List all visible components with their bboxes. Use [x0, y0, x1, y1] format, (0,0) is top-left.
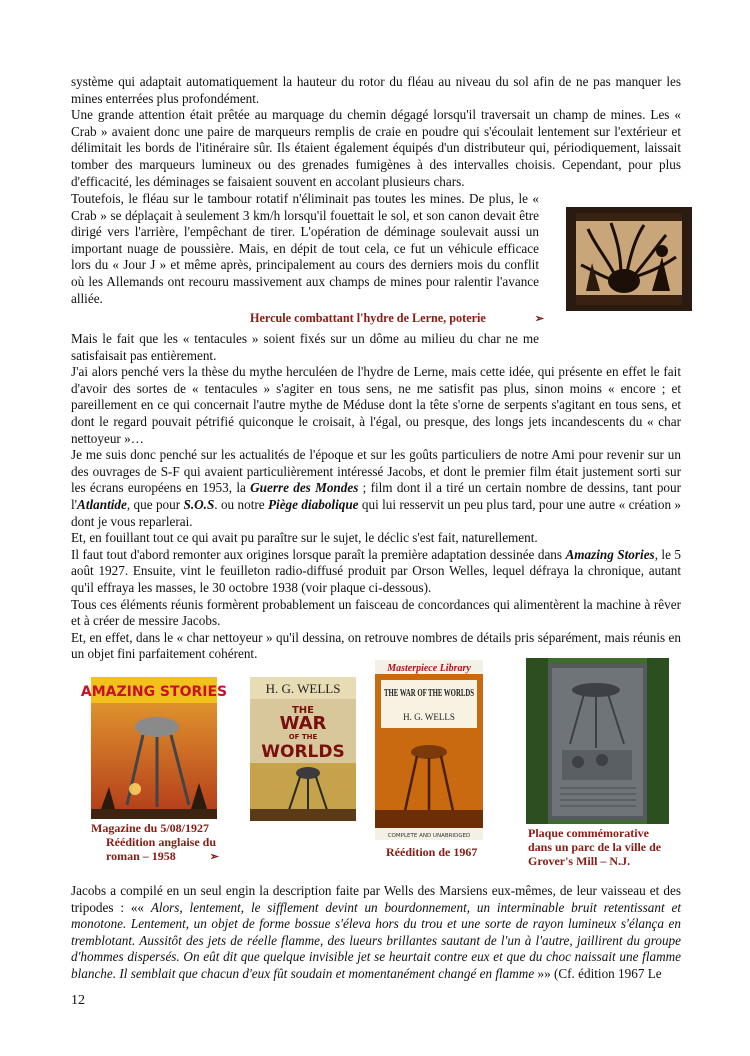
caption-amazing-line2: Réédition anglaise du	[106, 835, 217, 849]
wells-title-1: THE	[291, 705, 315, 716]
caption-plaque-line1: Plaque commémorative	[528, 826, 649, 840]
main-body	[71, 331, 681, 663]
title-sos: S.O.S	[183, 496, 215, 512]
caption-plaque	[528, 826, 661, 868]
masterpiece-foot: COMPLETE AND UNABRIDGED	[387, 833, 471, 839]
amazing-stories-cover-image	[80, 677, 228, 819]
paragraph-marquage: Une grande attention était prêtée au marquage du chemin dégagé lorsqu'il traversait un champ de mines. Les « Crab » avaient donc une paire de marqueurs remplis de craie en poudre qui s'écoulait lentement sur l'extérieur et délimitait les bords de l'itinéraire sûr. Ils étaient également équipés d'un distributeur qui, périodiquement, laissait tomber des marqueurs lumineux ou des grenades fumigènes à des intervalles choisis. Cependant, pour plus d'efficacité, les déminages se faisaient souvent en accolant plusieurs chars.	[71, 107, 681, 189]
paragraph-tentacles: Mais le fait que les « tentacules » soient fixés sur un dôme au milieu du char ne me satisfaisait pas entièrement.	[71, 331, 539, 363]
paragraph-thesee: J'ai alors penché vers la thèse du mythe herculéen de l'hydre de Lerne, mais cette idée, qui présente en effet le fait d'avoir des sortes de « tentacules » s'agiter en tous sens, ne me satisfit pas plus, sinon moins « encore ; et pareillement en ce qui concernait l'autre mythe de Méduse dont la tête s'orne de serpents s'agitant en tous sens, et dont le regard pouvait pétrifié quiconque le croisait, à l'égal, ou presque, des longs jets incandescents du « char nettoyeur »…	[71, 364, 681, 446]
sf-text-e: qui lui resservit un peu plus tard, pour une autre « création » dont je vous reparlerai.	[71, 496, 681, 529]
arrow-icon: ➢	[534, 313, 545, 325]
sf-text-d: . ou notre	[214, 496, 268, 512]
wells-quote: Alors, lentement, le sifflement devint un bourdonnement, un interminable bruit retentissant et monotone. Lentement, un objet de forme bossue s'éleva hors du trou et une sorte de rayon lumineux s'élança en tremblotant. Aussitôt des jets de réelle flamme, des lueurs brillantes sautant de l'un à l'autre, jaillirent du groupe d'hommes dispersés. On eût dit que quelque invisible jet se heurtait contre eux et que du choc naissait une flamme blanche. Il semblait que chacun d'eux fût soudain et momentanément changé en flamme	[71, 899, 682, 981]
caption-amazing-line1: Magazine du 5/08/1927	[91, 821, 210, 835]
wells-title-4: WORLDS	[261, 742, 345, 762]
masterpiece-title: THE WAR OF THE WORLDS	[384, 688, 475, 699]
wells-title-2: WAR	[279, 713, 327, 734]
wells-description-text	[71, 883, 681, 983]
sf-text-b: ; film dont il a tiré un certain nombre de dessins, tant pour l'	[71, 480, 682, 512]
sf-text-c: , que pour	[126, 496, 184, 512]
paragraph-crab-limits	[71, 191, 539, 307]
caption-hydra-text: Hercule combattant l'hydre de Lerne, poterie	[250, 311, 486, 325]
amazing-cover-title: AMAZING STORIES	[80, 684, 228, 700]
paragraph-wells-description	[71, 883, 681, 983]
title-amazing-stories: Amazing Stories	[565, 546, 655, 562]
paragraph-crab-text: Toutefois, le fléau sur le tambour rotatif n'éliminait pas toutes les mines. De plus, le « Crab » se déplaçait à seulement 3 km/h lorsqu'il fouettait le sol, et son canon devait être dirigé vers l'arrière, l'empêchant de tirer. L'opération de déminage soulevait aussi un important nuage de poussière. Mais, en dépit de tout cela, ce fut un véhicule efficace lors du « Jour J » et même après, principalement au cours des derniers mois du conflit où les Allemands ont recouru massivement aux champs de mines pour ralentir l'avance alliée.	[71, 191, 539, 306]
paragraph-sf	[71, 447, 681, 530]
masterpiece-1967-cover-image	[375, 660, 483, 840]
caption-amazing	[91, 821, 219, 864]
caption-amazing-line3: roman – 1958	[106, 849, 176, 863]
wells-author: H. G. WELLS	[265, 681, 341, 696]
paragraph-origines	[71, 547, 681, 597]
caption-plaque-line3: Grover's Mill – N.J.	[528, 854, 631, 868]
bottom-text-a: Jacobs a compilé en un seul engin la description faite par Wells des Marsiens eux-mêmes, de leur vaisseau et des tripodes : ««	[71, 883, 681, 915]
title-atlantide: Atlantide	[77, 496, 127, 512]
intro-paragraphs	[71, 74, 681, 190]
page-number: 12	[71, 993, 85, 1008]
masterpiece-author: H. G. WELLS	[403, 712, 455, 722]
sf-text-a: Je me suis donc penché sur les actualités de l'époque et sur les goûts particuliers de notre Ami pour revenir sur un des ouvrages de S-F qui avaient particulièrement intéressé Jacobs, et dont le premier film était justement sorti sur les écrans européens en 1953, la	[71, 447, 681, 496]
caption-plaque-line2: dans un parc de la ville de	[528, 840, 662, 854]
title-guerre-des-mondes: Guerre des Mondes	[250, 480, 359, 496]
masterpiece-brand: Masterpiece Library	[387, 663, 471, 674]
paragraph-elements: Tous ces éléments réunis formèrent probablement un faisceau de concordances qui alimentèrent la machine à rêver et à créer de messire Jacobs.	[71, 596, 681, 629]
grovers-mill-plaque-image	[526, 658, 669, 824]
origines-text-a: Il faut tout d'abord remonter aux origines lorsque paraît la première adaptation dessinée dans	[71, 546, 566, 562]
wells-1958-cover-image	[250, 677, 356, 821]
arrow-icon: ➢	[209, 851, 219, 863]
paragraph-char: Et, en effet, dans le « char nettoyeur » qu'il dessina, on retrouve nombres de détails pris séparément, mais réunis en un objet fini parfaitement cohérent.	[71, 629, 681, 662]
paragraph-declic: Et, en fouillant tout ce qui avait pu paraître sur le sujet, le déclic s'est fait, naturellement.	[71, 530, 538, 546]
caption-hydra	[250, 311, 544, 327]
title-piege-diabolique: Piège diabolique	[267, 496, 359, 512]
hercule-hydre-pottery-image	[566, 207, 692, 311]
wells-title-3: OF THE	[288, 733, 318, 741]
origines-text-b: , le 5 août 1927. Ensuite, vint le feuilleton radio-diffusé produit par Orson Welles, lequel défraya la chronique, autant qu'il effraya les masses, le 30 octobre 1938 (voir plaque ci-dessous).	[71, 546, 681, 595]
bottom-text-b: »» (Cf. édition 1967 Le	[534, 965, 662, 981]
caption-masterpiece: Réédition de 1967	[386, 845, 478, 859]
paragraph-rotor: système qui adaptait automatiquement la hauteur du rotor du fléau au niveau du sol afin de ne pas manquer les mines enterrées plus profondément.	[71, 74, 681, 106]
